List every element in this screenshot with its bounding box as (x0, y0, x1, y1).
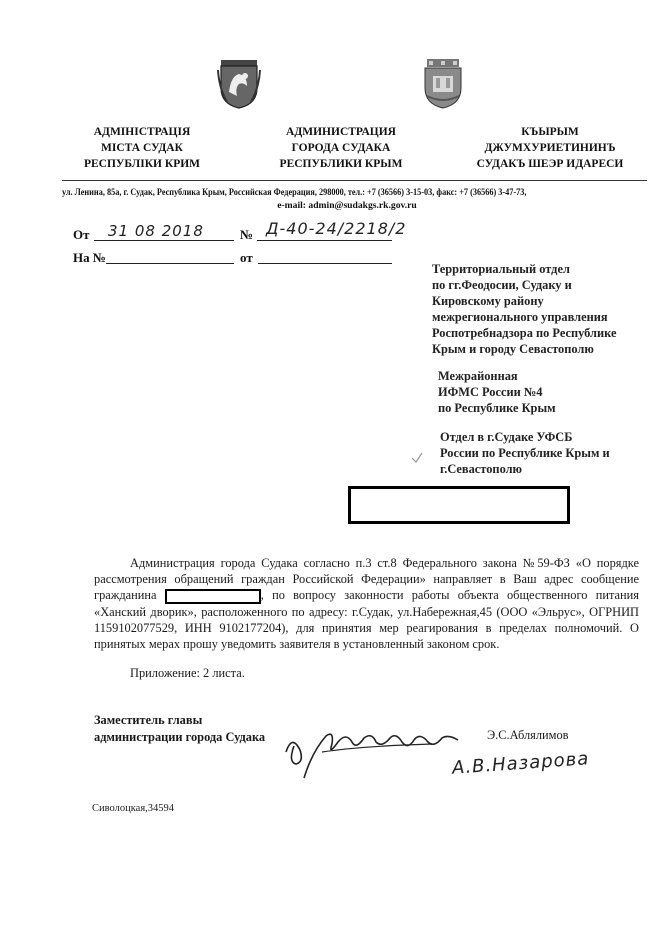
reply-date-underline (258, 263, 392, 264)
attachment-note: Приложение: 2 листа. (130, 666, 245, 680)
letter-body: Администрация города Судака согласно п.3 ст.8 Федерального закона №59-ФЗ «О порядке рассмотрения обращений граждан Российской Федерации» направляет в Ваш адрес сообщение гражданина , по вопросу законности работы объекта общественного питания «Ханский дворик», расположенного по адресу: г.Судак, ул.Набережная,45 (ООО «Эльрус», ОГРНИП 1159102077529, ИНН 9102177204), для принятия мер реагирования в пределах полномочий. О принятых мерах прошу уведомить заявителя в установленный законом срок. (94, 556, 639, 651)
redacted-citizen-name (165, 589, 261, 604)
handwritten-number: Д-40-24/2218/2 (266, 219, 407, 238)
header-russian: АДМИНИСТРАЦИЯ ГОРОДА СУДАКА РЕСПУБЛИКИ КРЫМ (279, 126, 403, 170)
recipient-ifns: Межрайонная ИФМС России №4 по Республике Крым (438, 369, 556, 415)
redacted-recipient-box (348, 486, 570, 524)
recipient-rospotrebnadzor: Территориальный отдел по гг.Феодосии, Судаку и Кировскому району межрегионального управления Роспотребнадзора по Республике Крым и городу Севастополю (432, 262, 617, 356)
recipient-fsb: Отдел в г.Судаке УФСБ России по Республике Крым и г.Севастополю (440, 430, 610, 476)
handwritten-resolution-note: А.В.Назарова (451, 748, 590, 779)
crimea-coat-of-arms-icon (217, 58, 261, 110)
date-underline (94, 240, 234, 241)
reply-date-label: от (240, 250, 253, 265)
reply-number-underline (106, 263, 234, 264)
signatory-title: Заместитель главы администрации города Судака (94, 713, 266, 744)
from-date-label: От (73, 227, 90, 242)
header-divider (62, 180, 647, 181)
executor-contact: Сиволоцкая,34594 (92, 803, 175, 814)
header-crimean-tatar: КЪЫРЫМ ДЖУМХУРИЕТИНИНЪ СУДАКЪ ШЕЭР ИДАРЕСИ (476, 126, 624, 170)
number-label: № (240, 227, 254, 242)
contact-address: ул. Ленина, 85а, г. Судак, Республика Крым, Российская Федерация, 298000, тел.: +7 (36566) 3-15-03, факс: +7 (36566) 3-47-73, e-mail: admin@sudakgs.rk.gov.ru (62, 187, 527, 211)
check-mark-icon (411, 452, 423, 464)
reply-to-label: На № (73, 250, 106, 265)
sudak-coat-of-arms-icon (421, 58, 465, 110)
header-ukrainian: АДМІНІСТРАЦІЯ МІСТА СУДАК РЕСПУБЛІКИ КРИМ (83, 126, 201, 170)
handwritten-date: 31 08 2018 (108, 222, 204, 240)
handwritten-signature-icon (282, 722, 462, 780)
number-underline (257, 240, 392, 241)
signatory-name: Э.С.Аблялимов (487, 728, 569, 742)
